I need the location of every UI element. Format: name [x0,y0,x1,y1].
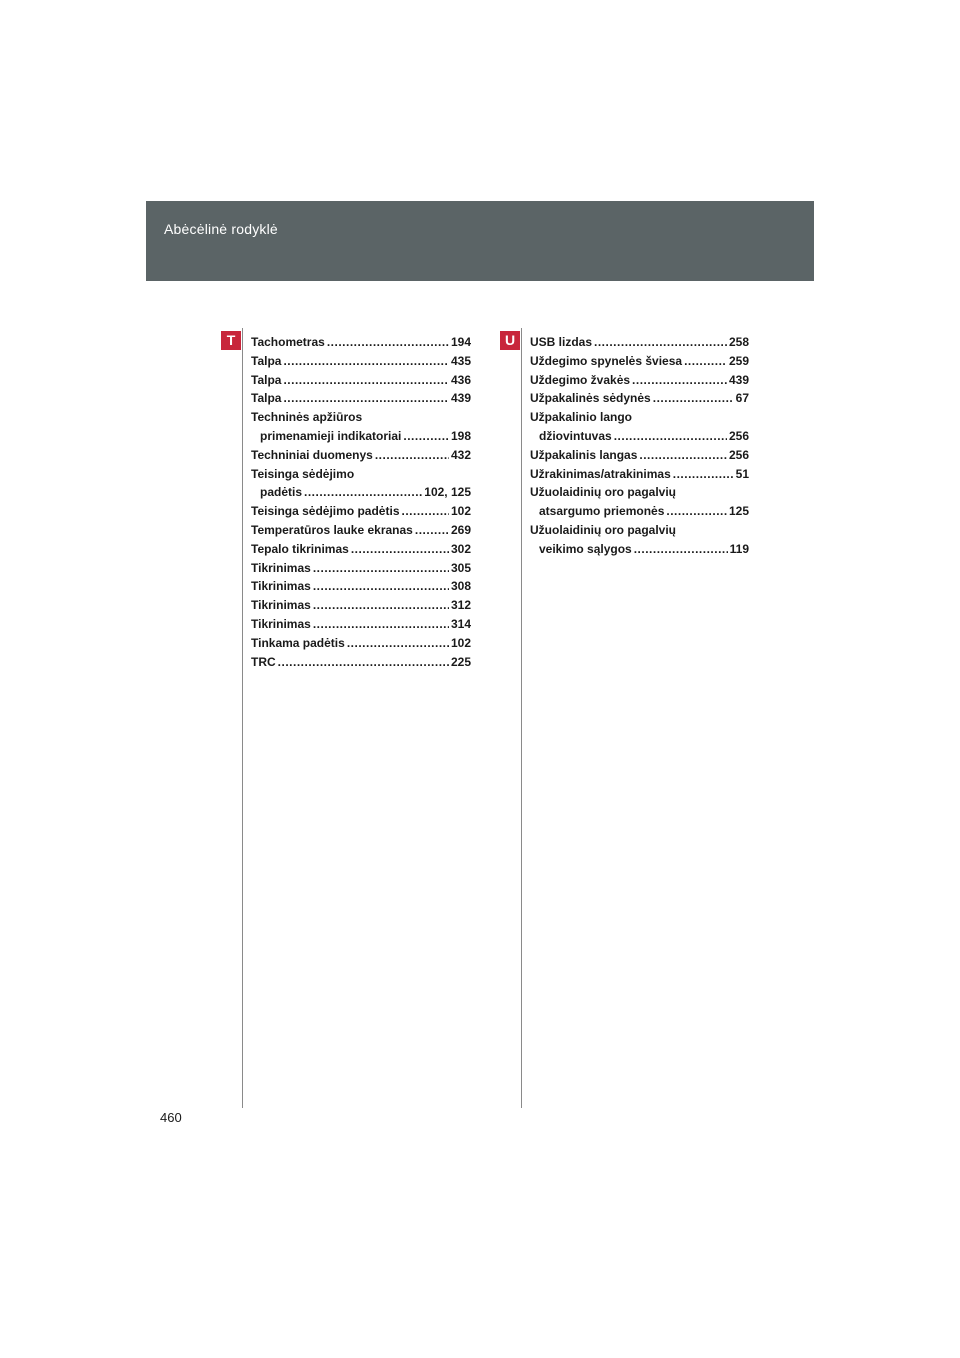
index-entry[interactable] [251,483,471,502]
entry-page: 256 [728,428,749,443]
entry-term: Talpa [251,372,282,387]
entry-term: primenamieji indikatoriai [260,428,402,443]
dot-leader [278,653,449,672]
entry-page: 102 [450,635,471,650]
index-entry[interactable] [251,559,471,578]
index-entry[interactable] [251,540,471,559]
entry-term: TRC [251,654,276,669]
index-entry[interactable] [530,540,749,559]
entry-page: 256 [728,447,749,462]
entry-page: 125 [728,504,749,519]
page-number: 460 [160,1110,182,1125]
index-entry[interactable] [530,371,749,390]
index-entry[interactable] [251,615,471,634]
letter-badge-u: U [500,331,520,350]
entry-page: 51 [735,466,749,481]
index-entry[interactable] [530,427,749,446]
dot-leader [415,521,449,540]
entry-page: 198 [450,428,471,443]
entry-term: Užuolaidinių oro pagalvių [530,485,677,500]
entry-term: Užrakinimas/atrakinimas [530,466,671,481]
entry-term: Užuolaidinių oro pagalvių [530,522,677,537]
dot-leader [313,559,449,578]
column-divider-right [521,328,522,1108]
dot-leader [594,333,727,352]
entry-page: 259 [728,353,749,368]
entry-page: 102 [450,504,471,519]
entry-term: Tikrinimas [251,579,311,594]
dot-leader [639,446,727,465]
entry-term: Tachometras [251,335,325,349]
dot-leader [673,465,734,484]
index-entry[interactable] [530,521,749,540]
dot-leader [402,502,449,521]
dot-leader [283,352,449,371]
index-entry[interactable] [251,371,471,390]
entry-page: 194 [450,335,471,349]
index-entry[interactable] [251,521,471,540]
index-entry[interactable] [530,483,749,502]
letter-badge-t: T [221,331,241,350]
entry-term: Temperatūros lauke ekranas [251,522,413,537]
dot-leader [313,577,449,596]
entry-page: 225 [450,654,471,669]
dot-leader [403,427,449,446]
entry-term: Tikrinimas [251,560,311,575]
index-entry[interactable] [251,653,471,672]
entry-term: Užpakalinio lango [530,410,633,425]
dot-leader [632,371,727,390]
section-header [146,201,814,281]
entry-term: Talpa [251,353,282,368]
index-entry[interactable] [251,446,471,465]
index-entry[interactable] [530,389,749,408]
entry-term: Tepalo tikrinimas [251,541,349,556]
entry-page: 435 [450,353,471,368]
entry-term: Užpakalinės sėdynės [530,391,651,406]
index-entry[interactable] [251,502,471,521]
index-entry[interactable] [251,465,471,484]
entry-page: 302 [450,541,471,556]
column-divider-left [242,328,243,1108]
index-entry[interactable] [530,502,749,521]
entry-page: 436 [450,372,471,387]
index-entry[interactable] [251,408,471,427]
index-entry[interactable] [251,427,471,446]
index-entry[interactable] [251,333,471,352]
header-title: Abėcėlinė rodyklė [164,221,278,237]
entry-term: USB lizdas [530,335,593,349]
index-entry[interactable] [251,577,471,596]
index-entry[interactable] [530,446,749,465]
entry-term: atsargumo priemonės [539,504,665,519]
entry-term: Uždegimo žvakės [530,372,631,387]
dot-leader [666,502,727,521]
dot-leader [375,446,449,465]
entry-page: 432 [450,447,471,462]
index-entry[interactable] [251,596,471,615]
dot-leader [684,352,727,371]
dot-leader [614,427,727,446]
entry-term: Tinkama padėtis [251,635,345,650]
dot-leader [304,483,422,502]
entry-page: 102, 125 [424,485,471,500]
dot-leader [313,615,449,634]
entry-term: veikimo sąlygos [539,541,632,556]
entry-page: 67 [735,391,749,406]
index-entry[interactable] [530,333,749,352]
entry-term: Techniniai duomenys [251,447,373,462]
entry-page: 305 [450,560,471,575]
entry-page: 308 [450,579,471,594]
index-entry[interactable] [530,408,749,427]
index-column-u [530,333,749,559]
dot-leader [634,540,728,559]
entry-term: padėtis [260,485,303,500]
entry-term: Teisinga sėdėjimo [251,466,355,481]
entry-term: Užpakalinis langas [530,447,638,462]
entry-page: 258 [728,335,749,349]
entry-term: Tikrinimas [251,598,311,613]
dot-leader [347,634,449,653]
entry-term: Teisinga sėdėjimo padėtis [251,504,400,519]
index-entry[interactable] [251,634,471,653]
dot-leader [283,371,449,390]
entry-page: 269 [450,522,471,537]
index-entry[interactable] [530,465,749,484]
index-entry[interactable] [251,389,471,408]
entry-term: Talpa [251,391,282,406]
entry-page: 312 [450,598,471,613]
index-entry[interactable] [251,352,471,371]
index-column-t [251,333,471,671]
entry-term: Tikrinimas [251,616,311,631]
entry-page: 314 [450,616,471,631]
entry-term: džiovintuvas [539,428,612,443]
dot-leader [653,389,734,408]
entry-page: 119 [729,541,749,556]
dot-leader [283,389,449,408]
dot-leader [327,333,449,352]
entry-page: 439 [450,391,471,406]
entry-page: 439 [728,372,749,387]
dot-leader [351,540,449,559]
entry-term: Techninės apžiūros [251,410,363,425]
index-entry[interactable] [530,352,749,371]
dot-leader [313,596,449,615]
entry-term: Uždegimo spynelės šviesa [530,353,683,368]
